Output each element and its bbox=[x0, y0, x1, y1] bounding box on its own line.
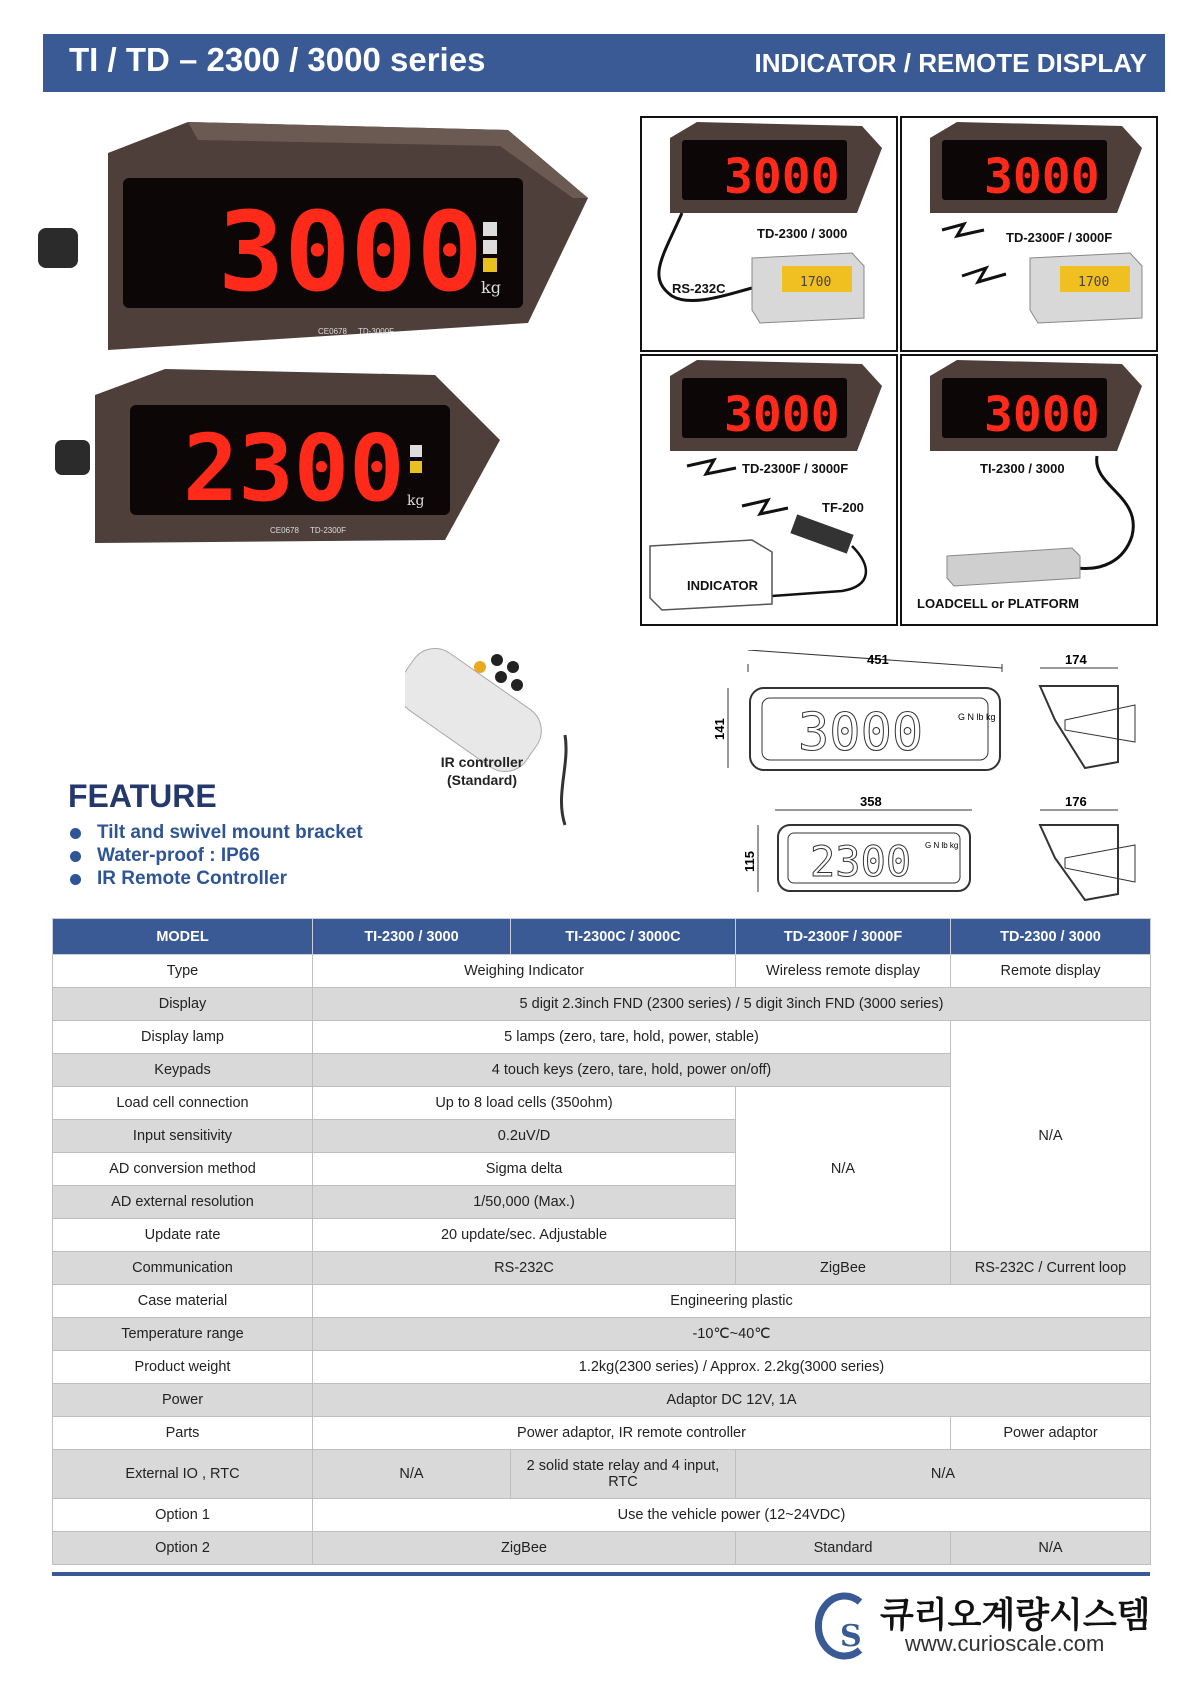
feature-item: Tilt and swivel mount bracket bbox=[68, 822, 363, 845]
row-label: Update rate bbox=[53, 1219, 313, 1252]
table-cell: ZigBee bbox=[313, 1532, 736, 1565]
row-label: External IO , RTC bbox=[53, 1450, 313, 1499]
row-label: Case material bbox=[53, 1285, 313, 1318]
product-image-td-2300f bbox=[55, 365, 505, 565]
table-row bbox=[53, 1351, 1151, 1384]
remote-strap bbox=[561, 735, 566, 825]
diagram-module-label: TF-200 bbox=[822, 500, 864, 515]
cs-logo-icon bbox=[812, 1588, 882, 1668]
led-reading: 3000 bbox=[218, 188, 483, 316]
dim-reading-large: 3000 bbox=[798, 703, 924, 763]
table-cell: Up to 8 load cells (350ohm) bbox=[313, 1087, 736, 1120]
row-label: AD conversion method bbox=[53, 1153, 313, 1186]
dim-width-large: 451 bbox=[867, 652, 889, 667]
feature-item: IR Remote Controller bbox=[68, 868, 363, 891]
unit-label: kg bbox=[407, 493, 425, 509]
diagram-led-reading: 3000 bbox=[724, 387, 840, 443]
diagram-link-label: RS-232C bbox=[672, 281, 726, 296]
feature-list bbox=[68, 822, 363, 891]
table-cell-na: N/A bbox=[951, 1021, 1151, 1252]
column-header: TI-2300C / 3000C bbox=[511, 919, 736, 955]
row-label: Temperature range bbox=[53, 1318, 313, 1351]
table-cell bbox=[511, 1450, 736, 1499]
table-cell: RS-232C / Current loop bbox=[951, 1252, 1151, 1285]
page-title: TI / TD – 2300 / 3000 series bbox=[69, 41, 486, 78]
row-label: AD external resolution bbox=[53, 1186, 313, 1219]
table-row bbox=[53, 1318, 1151, 1351]
table-cell: Use the vehicle power (12~24VDC) bbox=[313, 1499, 1151, 1532]
diagram-display-label: TI-2300 / 3000 bbox=[980, 461, 1065, 476]
ir-controller-label bbox=[432, 753, 532, 789]
logo-mark-letter: S bbox=[840, 1619, 862, 1654]
company-name: 큐리오계량시스템 bbox=[880, 1596, 1151, 1635]
table-cell: 4 touch keys (zero, tare, hold, power on/off) bbox=[313, 1054, 951, 1087]
table-cell: 1.2kg(2300 series) / Approx. 2.2kg(3000 series) bbox=[313, 1351, 1151, 1384]
table-row bbox=[53, 1252, 1151, 1285]
table-cell: Adaptor DC 12V, 1A bbox=[313, 1384, 1151, 1417]
table-cell: 5 digit 2.3inch FND (2300 series) / 5 digit 3inch FND (3000 series) bbox=[313, 988, 1151, 1021]
table-header-row bbox=[53, 919, 1151, 955]
model-plate: TD-2300F bbox=[310, 526, 347, 535]
table-cell: 0.2uV/D bbox=[313, 1120, 736, 1153]
table-row bbox=[53, 1532, 1151, 1565]
dim-reading-small: 2300 bbox=[810, 837, 912, 886]
diagram-led-reading: 3000 bbox=[984, 387, 1100, 443]
company-url: www.curioscale.com bbox=[905, 1631, 1105, 1656]
dimension-drawings bbox=[710, 650, 1170, 915]
table-row bbox=[53, 1417, 1151, 1450]
knob-icon bbox=[55, 440, 90, 475]
row-label: Display lamp bbox=[53, 1021, 313, 1054]
product-image-td-3000f bbox=[38, 118, 598, 358]
model-plate: TD-3000F bbox=[358, 327, 395, 336]
dim-height-large: 141 bbox=[712, 718, 727, 740]
page-subtitle: INDICATOR / REMOTE DISPLAY bbox=[754, 48, 1147, 78]
column-header: TD-2300F / 3000F bbox=[736, 919, 951, 955]
dim-units-large: G N lb kg bbox=[958, 712, 996, 722]
diagram-box-label: INDICATOR bbox=[687, 578, 759, 593]
dim-width-small: 358 bbox=[860, 794, 882, 809]
diagram-panel-wireless bbox=[900, 116, 1158, 352]
ir-controller-label-line2: (Standard) bbox=[447, 772, 517, 788]
column-header: TI-2300 / 3000 bbox=[313, 919, 511, 955]
device-lcd-reading: 1700 bbox=[800, 275, 832, 290]
diagram-sensor-label: LOADCELL or PLATFORM bbox=[917, 596, 1080, 611]
table-cell: Sigma delta bbox=[313, 1153, 736, 1186]
diagram-panel-tf200 bbox=[640, 354, 898, 626]
dim-height-small: 115 bbox=[742, 851, 757, 872]
wireless-icon bbox=[742, 500, 788, 514]
table-row bbox=[53, 955, 1151, 988]
lamp-icon bbox=[483, 222, 497, 236]
table-cell: 5 lamps (zero, tare, hold, power, stable) bbox=[313, 1021, 951, 1054]
table-bottom-rule bbox=[52, 1572, 1150, 1576]
cert-mark: CE0678 bbox=[270, 526, 299, 535]
table-cell: Remote display bbox=[951, 955, 1151, 988]
table-cell: Power adaptor, IR remote controller bbox=[313, 1417, 951, 1450]
cable-line bbox=[1077, 456, 1133, 569]
ir-controller-label-line1: IR controller bbox=[440, 754, 524, 770]
remote-button-icon bbox=[491, 654, 503, 666]
table-row bbox=[53, 1384, 1151, 1417]
dim-depth-small: 176 bbox=[1065, 794, 1087, 809]
device-lcd-reading: 1700 bbox=[1078, 275, 1110, 290]
diagram-led-reading: 3000 bbox=[724, 149, 840, 205]
diagram-panel-loadcell bbox=[900, 354, 1158, 626]
diagram-display-label: TD-2300F / 3000F bbox=[1006, 230, 1113, 245]
table-cell: RS-232C bbox=[313, 1252, 736, 1285]
wireless-icon bbox=[942, 224, 984, 236]
table-cell: Engineering plastic bbox=[313, 1285, 1151, 1318]
row-label: Keypads bbox=[53, 1054, 313, 1087]
table-row bbox=[53, 1499, 1151, 1532]
diagram-display-label: TD-2300F / 3000F bbox=[742, 461, 849, 476]
feature-title: FEATURE bbox=[68, 778, 217, 814]
lamp-icon bbox=[483, 240, 497, 254]
table-cell: Standard bbox=[736, 1532, 951, 1565]
cert-mark: CE0678 bbox=[318, 327, 347, 336]
wireless-icon bbox=[687, 460, 736, 474]
table-row bbox=[53, 1450, 1151, 1499]
table-cell-na: N/A bbox=[736, 1087, 951, 1252]
table-row bbox=[53, 988, 1151, 1021]
row-label: Parts bbox=[53, 1417, 313, 1450]
lamp-icon bbox=[410, 445, 422, 457]
table-cell-line: RTC bbox=[608, 1474, 638, 1490]
spec-table bbox=[52, 918, 1151, 1565]
row-label: Option 2 bbox=[53, 1532, 313, 1565]
lamp-icon bbox=[410, 461, 422, 473]
table-cell: Wireless remote display bbox=[736, 955, 951, 988]
row-label: Product weight bbox=[53, 1351, 313, 1384]
diagram-panel-rs232c bbox=[640, 116, 898, 352]
lamp-icon bbox=[483, 258, 497, 272]
table-cell: N/A bbox=[951, 1532, 1151, 1565]
column-header: MODEL bbox=[53, 919, 313, 955]
table-cell: ZigBee bbox=[736, 1252, 951, 1285]
row-label: Load cell connection bbox=[53, 1087, 313, 1120]
ir-remote-image bbox=[405, 615, 590, 835]
diagram-display-label: TD-2300 / 3000 bbox=[757, 226, 848, 241]
header-bar bbox=[43, 34, 1165, 92]
wireless-icon bbox=[962, 268, 1006, 282]
knob-icon bbox=[38, 228, 78, 268]
table-cell: N/A bbox=[313, 1450, 511, 1499]
table-cell: Weighing Indicator bbox=[313, 955, 736, 988]
remote-button-icon bbox=[474, 661, 486, 673]
row-label: Type bbox=[53, 955, 313, 988]
remote-button-icon bbox=[511, 679, 523, 691]
table-cell: Power adaptor bbox=[951, 1417, 1151, 1450]
table-cell: -10℃~40℃ bbox=[313, 1318, 1151, 1351]
feature-item: Water-proof : IP66 bbox=[68, 845, 363, 868]
table-cell-line: 2 solid state relay and 4 input, bbox=[526, 1458, 720, 1474]
dim-depth-large: 174 bbox=[1065, 652, 1087, 667]
diagram-led-reading: 3000 bbox=[984, 149, 1100, 205]
dim-units-small: G N lb kg bbox=[925, 841, 959, 850]
table-cell: N/A bbox=[736, 1450, 1151, 1499]
table-row bbox=[53, 1285, 1151, 1318]
row-label: Input sensitivity bbox=[53, 1120, 313, 1153]
indicator-box bbox=[650, 540, 772, 610]
table-cell: 20 update/sec. Adjustable bbox=[313, 1219, 736, 1252]
row-label: Option 1 bbox=[53, 1499, 313, 1532]
led-reading: 2300 bbox=[183, 415, 405, 522]
remote-button-icon bbox=[495, 671, 507, 683]
table-row bbox=[53, 1021, 1151, 1054]
row-label: Power bbox=[53, 1384, 313, 1417]
remote-button-icon bbox=[507, 661, 519, 673]
row-label: Display bbox=[53, 988, 313, 1021]
row-label: Communication bbox=[53, 1252, 313, 1285]
column-header: TD-2300 / 3000 bbox=[951, 919, 1151, 955]
table-cell: 1/50,000 (Max.) bbox=[313, 1186, 736, 1219]
unit-label: kg bbox=[481, 278, 501, 297]
tf200-module bbox=[790, 514, 853, 553]
loadcell-image bbox=[947, 548, 1080, 586]
